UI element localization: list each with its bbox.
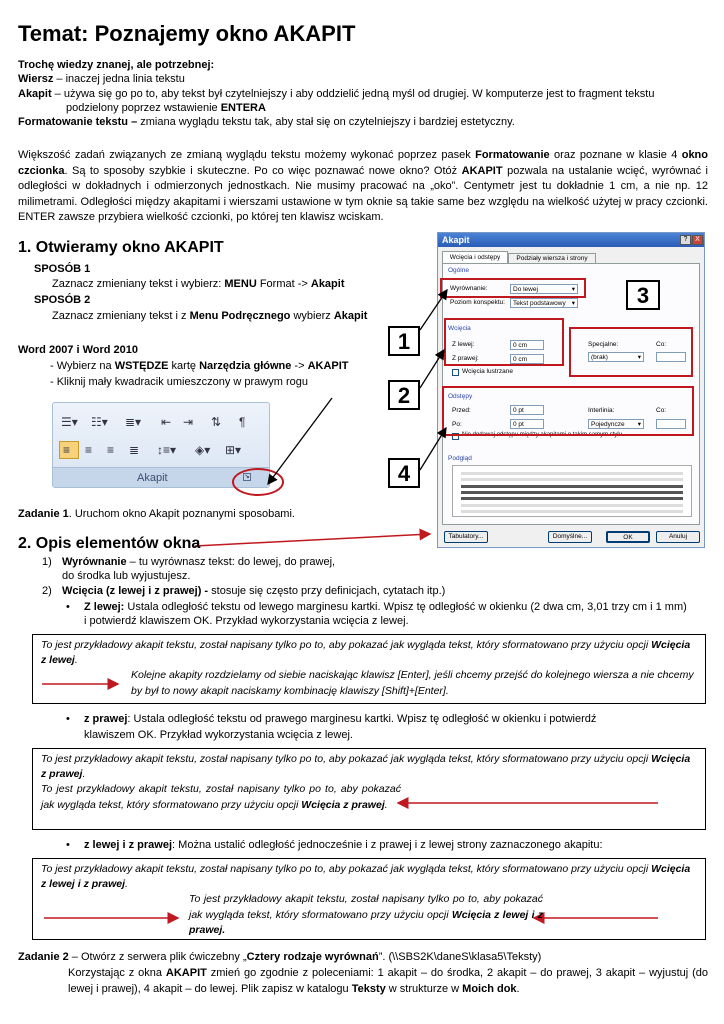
item2-num: 2): [42, 585, 52, 597]
akapit-def: – używa się go po to, aby tekst był czytelniejszy i aby oddzielić jedną myśl od drugiej. W komputerze jest to fragment tekstu: [51, 87, 655, 100]
example-box-left: [32, 634, 706, 704]
dialog-title: Akapit: [442, 235, 470, 245]
at-label: Co:: [656, 407, 667, 414]
default-button[interactable]: Domyślne...: [548, 531, 592, 543]
bullet-left: Z lewej: Ustala odległość tekstu od lewego marginesu kartki. Wpisz tę odległość w okienku (2 dwa cm, 3,01 trzy cm i 1 mm): [84, 601, 687, 613]
help-button[interactable]: ?: [680, 235, 691, 245]
group-preview: Podgląd: [448, 455, 472, 462]
dialog-launcher-icon[interactable]: ↘: [244, 474, 250, 480]
sort-icon[interactable]: ⇅: [211, 415, 222, 429]
wiersz-def: – inaczej jedna linia tekstu: [53, 73, 185, 86]
word-heading: Word 2007 i Word 2010: [18, 344, 139, 356]
decrease-indent-icon[interactable]: ⇤: [161, 415, 172, 429]
right-indent-input[interactable]: 0 cm: [510, 354, 544, 364]
level-label: Poziom konspektu:: [450, 299, 505, 306]
shading-icon[interactable]: ◈▾: [195, 443, 211, 457]
pilcrow-icon[interactable]: ¶: [239, 415, 246, 429]
sposob1-text: Zaznacz zmieniany tekst i wybierz: MENU Format -> Akapit: [52, 278, 345, 290]
justify-icon[interactable]: ≣: [129, 443, 140, 457]
sposob1-label: SPOSÓB 1: [34, 263, 91, 275]
close-button[interactable]: X: [692, 235, 703, 245]
tabs-button[interactable]: Tabulatory...: [444, 531, 488, 543]
line-select[interactable]: Pojedyncze ▾: [588, 419, 644, 429]
increase-indent-icon[interactable]: ⇥: [183, 415, 194, 429]
sposob2-label: SPOSÓB 2: [34, 294, 91, 306]
box2-para1: To jest przykładowy akapit tekstu, został napisany tylko po to, aby pokazać jak wygląda tekst, który sformatowano przy użyciu opcji Wcięcia z prawej.: [41, 753, 691, 781]
cancel-button[interactable]: Anuluj: [656, 531, 700, 543]
after-input[interactable]: 0 pt: [510, 419, 544, 429]
left-indent-input[interactable]: 0 cm: [510, 340, 544, 350]
akapit-def-enter: ENTERA: [220, 101, 266, 114]
multilevel-icon[interactable]: ≣▾: [125, 415, 142, 429]
section1-heading: 1. Otwieramy okno AKAPIT: [18, 239, 224, 256]
arrow-1: [420, 290, 447, 330]
word-step-2: - Kliknij mały kwadracik umieszczony w prawym rogu: [50, 376, 308, 388]
task2-line1: Zadanie 2 – Otwórz z serwera plik ćwiczebny „Cztery rodzaje wyrównań”. (\\SBS2K\daneS\klasa5\Teksty): [18, 951, 542, 963]
box3-para2: To jest przykładowy akapit tekstu, został napisany tylko po to, aby pokazać jak wygląda tekst, który sformatowano przy użyciu opcji Wcięcia z lewej i z prawej.: [189, 893, 543, 936]
task2-body: Korzystając z okna AKAPIT zmień go zgodnie z poleceniami: 1 akapit – do środka, 2 akapit – do prawej, 3 akapit – wyjustuj (do lewej i prawej), 4 akapit – do lewej. Plik zapisz w katalogu Teksty w strukturze w Moich dok.: [68, 967, 709, 995]
borders-icon[interactable]: ⊞▾: [225, 443, 242, 457]
callout-3: 3: [626, 280, 660, 310]
box1-para1: To jest przykładowy akapit tekstu, został napisany tylko po to, aby pokazać jak wygląda tekst, który sformatowano przy użyciu opcji Wcięcia z lewej.: [41, 639, 691, 667]
align-left-icon: ≡: [63, 443, 71, 457]
align-right-icon[interactable]: ≡: [107, 443, 115, 457]
line-spacing-icon[interactable]: ↕≡▾: [157, 443, 177, 457]
arrow-launcher: [268, 398, 332, 484]
bullet-right-2: klawiszem OK. Przykład wykorzystania wcięcia z lewej.: [84, 729, 353, 741]
task1: Zadanie 1. Uruchom okno Akapit poznanymi sposobami.: [18, 508, 295, 520]
left-indent-label: Z lewej:: [452, 341, 475, 348]
tab-indents[interactable]: Wcięcia i odstępy: [442, 251, 508, 263]
ok-button[interactable]: OK: [606, 531, 650, 543]
line-label: Interlinia:: [588, 407, 615, 414]
level-select[interactable]: Tekst podstawowy ▾: [510, 298, 578, 308]
akapit-term: Akapit: [18, 87, 52, 100]
bullet-dot-3: •: [66, 839, 70, 851]
intro-paragraph: Większość zadań związanych ze zmianą wyglądu tekstu możemy wykonać poprzez pasek Formatowanie oraz poznane w klasie 4 okno czcionka. Są to sposoby szybkie i skuteczne. Po co więc poznawać nowe okno? Otóż AKAPIT pozwala na ustalanie wcięć, wyrównać i odległości w dokładnych i odmierzonych jednostkach. Nie musimy pracować na „oko”. Centymetr jest tu dokładnie 1 cm, a nie np. 12 milimetrami. Odległości między akapitami i wierszami ustawione w tym oknie są takie same bez względu na wielkość użytej w pracy czcionki. ENTER zawsze przybiera wielkość czcionki, po której ten klawisz wciskam.: [18, 149, 708, 224]
item1-text: Wyrównanie – tu wyrównasz tekst: do lewej, do prawej,: [62, 556, 336, 568]
before-input[interactable]: 0 pt: [510, 405, 544, 415]
example-box-right: [32, 748, 706, 830]
section2-heading: 2. Opis elementów okna: [18, 535, 201, 552]
format-def: zmiana wyglądu tekstu tak, aby stał się on czytelniejszy i bardziej estetyczny.: [137, 116, 515, 129]
arrow-2: [420, 350, 444, 388]
box2-para2: To jest przykładowy akapit tekstu, został napisany tylko po to, aby pokazać jak wygląda tekst, który sformatowano przy użyciu opcji Wcięcia z prawej.: [41, 783, 401, 811]
arrow-to-dialog: [195, 534, 430, 546]
bullet-left-2: i potwierdź klawiszem OK. Przykład wykorzystania wcięcia z lewej.: [84, 615, 409, 627]
mirror-label: Wcięcia lustrzane: [462, 368, 513, 375]
box1-para2: Kolejne akapity rozdzielamy od siebie naciskając klawisz [Enter], jeśli chcemy przejść do kolejnego wiersza a nie chcemy by był to nowy akapit naciskamy kombinację klawiszy [Shift]+[Enter].: [131, 669, 694, 697]
sposob2-text: Zaznacz zmieniany tekst i z Menu Podręcznego wybierz Akapit: [52, 310, 368, 322]
bullet-right: z prawej: Ustala odległość tekstu od prawego marginesu kartki. Wpisz tę odległość w okienku i potwierdź: [84, 713, 597, 725]
item2-text: Wcięcia (z lewej i z prawej) - stosuje się często przy definicjach, cytatach itp.): [62, 585, 446, 597]
no-space-label: Nie dodawaj odstępu między akapitami o takim samym stylu: [462, 432, 623, 438]
group-indents: Wcięcia: [448, 325, 471, 332]
tab-breaks[interactable]: Podziały wiersza i strony: [508, 253, 596, 263]
special-select[interactable]: (brak) ▾: [588, 352, 644, 362]
box3-para1: To jest przykładowy akapit tekstu, został napisany tylko po to, aby pokazać jak wygląda tekst, który sformatowano przy użyciu opcji Wcięcia z lewej i z prawej.: [41, 863, 691, 891]
word-step-1: - Wybierz na WSTĘDZE kartę Narzędzia główne -> AKAPIT: [50, 360, 349, 372]
align-center-icon[interactable]: ≡: [85, 443, 93, 457]
before-label: Przed:: [452, 407, 471, 414]
item1-text-2: do środka lub wyjustujesz.: [62, 570, 191, 582]
bullet-dot: •: [66, 601, 70, 613]
callout-4: 4: [388, 458, 420, 488]
by-label: Co:: [656, 341, 667, 348]
arrow-4: [420, 428, 446, 470]
group-general: Ogólne: [448, 267, 469, 274]
knowledge-heading: Trochę wiedzy znanej, ale potrzebnej:: [18, 59, 215, 71]
bullet-dot-2: •: [66, 713, 70, 725]
page-title: Temat: Poznajemy okno AKAPIT: [18, 21, 356, 46]
after-label: Po:: [452, 421, 462, 428]
bullet-both: z lewej i z prawej: Można ustalić odległość jednocześnie i z prawej i z lewej strony zaznaczonego akapitu:: [84, 839, 603, 851]
ribbon-label: Akapit: [137, 472, 168, 484]
bullets-icon[interactable]: ☰▾: [61, 415, 78, 429]
right-indent-label: Z prawej:: [452, 355, 479, 362]
align-select[interactable]: Do lewej ▾: [510, 284, 578, 294]
align-label: Wyrównanie:: [450, 285, 488, 292]
callout-1: 1: [388, 326, 420, 356]
group-spacing: Odstępy: [448, 393, 473, 400]
item1-num: 1): [42, 556, 52, 568]
numbering-icon[interactable]: ☷▾: [91, 415, 108, 429]
wiersz-term: Wiersz: [18, 73, 54, 86]
special-label: Specjalne:: [588, 341, 619, 348]
format-term: Formatowanie tekstu –: [18, 116, 138, 129]
callout-2: 2: [388, 380, 420, 410]
example-box-both: [32, 858, 706, 940]
akapit-def-2: podzielony poprzez wstawienie: [66, 101, 221, 114]
